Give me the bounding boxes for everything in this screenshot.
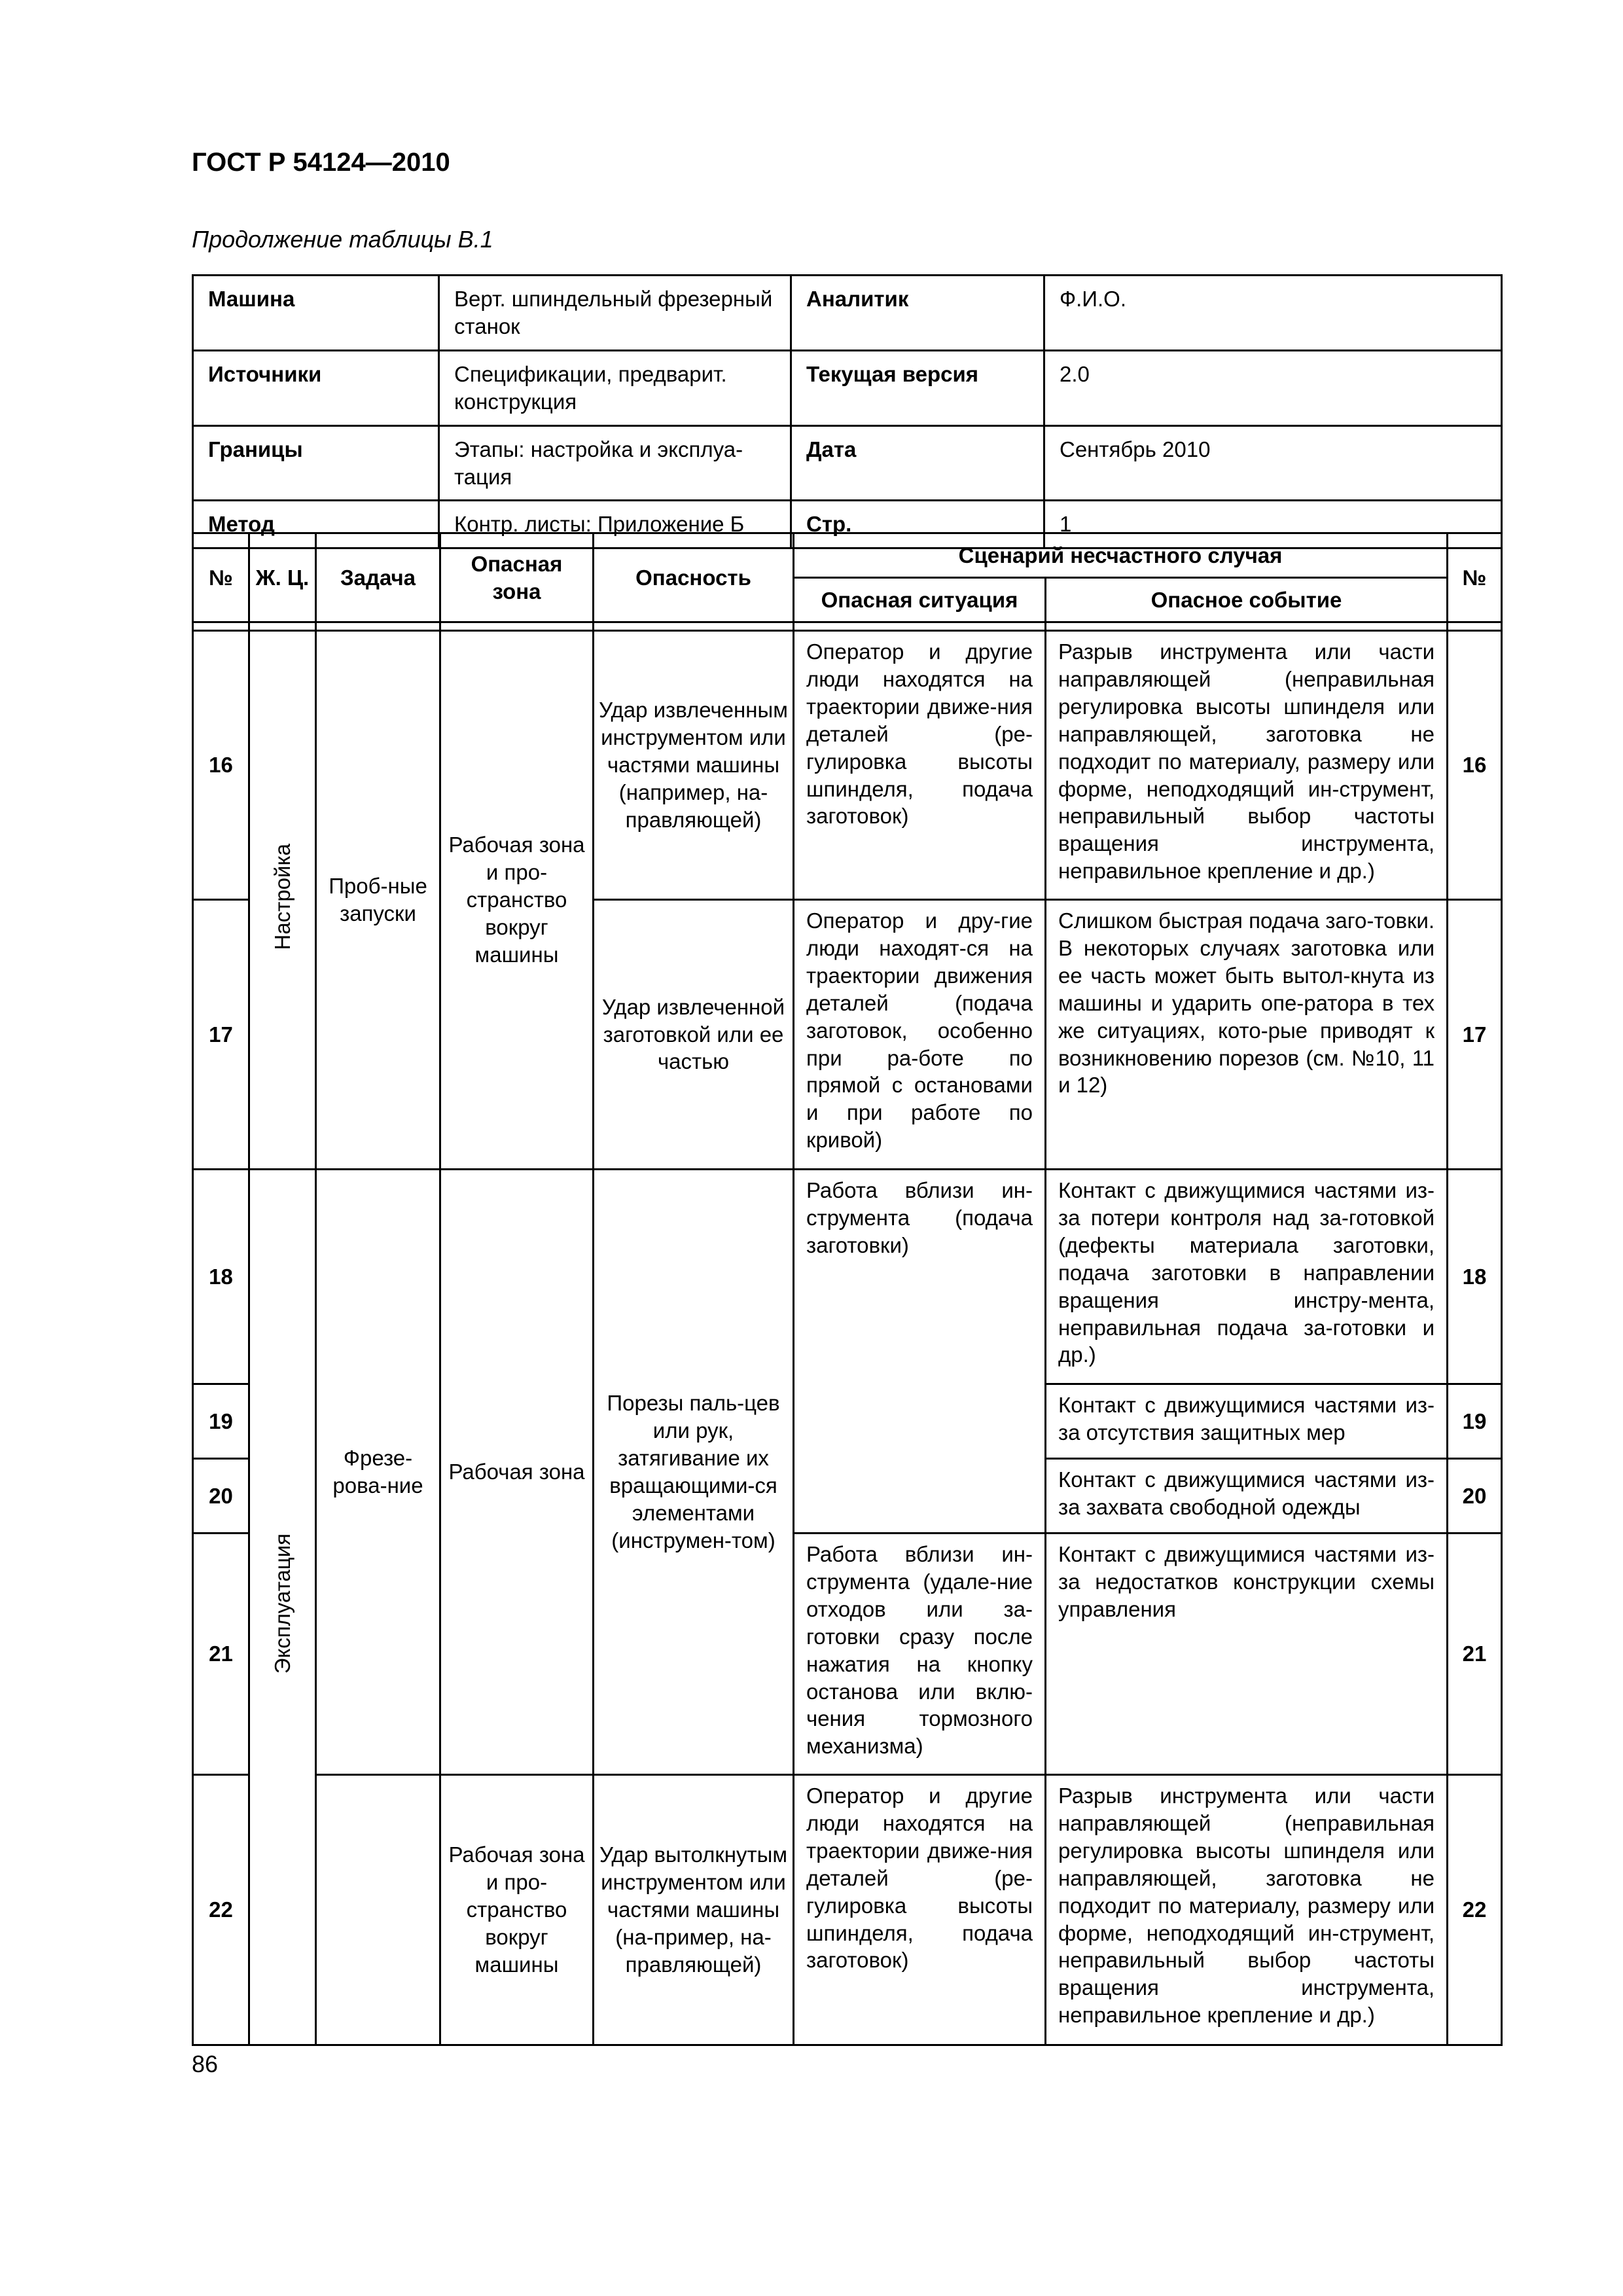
row-18-no-right: 18 — [1448, 1170, 1502, 1384]
row-22-task-empty — [316, 1775, 440, 2045]
col-header-task: Задача — [316, 533, 440, 622]
sources-value: Спецификации, предварит. конструкция — [439, 350, 791, 425]
col-header-zone: Опасная зона — [440, 533, 594, 622]
row-17-no-right: 17 — [1448, 900, 1502, 1170]
row-21-no: 21 — [193, 1534, 249, 1775]
row-20-no-right: 20 — [1448, 1459, 1502, 1534]
row-22-hazard: Удар вытолкнутым инструментом или частями машины (на-пример, на-правляющей) — [594, 1775, 794, 2045]
version-label: Текущая версия — [791, 350, 1044, 425]
zone-work: Рабочая зона — [440, 1170, 594, 1775]
task-milling: Фрезе-рова-ние — [316, 1170, 440, 1775]
row-16-no-right: 16 — [1448, 631, 1502, 900]
machine-label: Машина — [193, 276, 439, 351]
row-16-no: 16 — [193, 631, 249, 900]
row-18-no: 18 — [193, 1170, 249, 1384]
row-17-no: 17 — [193, 900, 249, 1170]
row-19-event: Контакт с движущимися частями из-за отсутствия защитных мер — [1046, 1384, 1448, 1459]
row-21-event: Контакт с движущимися частями из-за недостатков конструкции схемы управления — [1046, 1534, 1448, 1775]
hazard-cuts: Порезы паль-цев или рук, затягивание их вращающими-ся элементами (инструмен-том) — [594, 1170, 794, 1775]
table-caption: Продолжение таблицы В.1 — [192, 226, 493, 253]
col-header-no: № — [193, 533, 249, 622]
col-header-lifecycle: Ж. Ц. — [249, 533, 316, 622]
row-22-event: Разрыв инструмента или части направляющей (неправильная регулировка высоты шпинделя или направляющей, заготовка не подходит по материалу, размеру или форме, неподходящий ин-струмент, неправильный выбор частоты вращения инструмента, неправильное крепление и др.) — [1046, 1775, 1448, 2045]
row-22-no-right: 22 — [1448, 1775, 1502, 2045]
stage-operation — [249, 1170, 316, 2045]
row-20-no: 20 — [193, 1459, 249, 1534]
date-label: Дата — [791, 425, 1044, 501]
row-22-zone: Рабочая зона и про-странство вокруг машины — [440, 1775, 594, 2045]
row-16-situation: Оператор и другие люди находятся на траектории движе-ния деталей (ре-гулировка высоты шпинделя, подача заготовок) — [794, 631, 1046, 900]
page-number: 86 — [192, 2051, 219, 2077]
stage-setup — [249, 631, 316, 1170]
row-22-no: 22 — [193, 1775, 249, 2045]
method-label: Метод — [193, 501, 439, 548]
col-header-situation: Опасная ситуация — [794, 578, 1046, 622]
version-value: 2.0 — [1044, 350, 1502, 425]
page-label: Стр. — [791, 501, 1044, 548]
row-17-situation: Оператор и дру-гие люди находят-ся на траектории движения деталей (подача заготовок, особенно при ра-боте по прямой с остановами и при работе по кривой) — [794, 900, 1046, 1170]
machine-value: Верт. шпиндельный фрезерный станок — [439, 276, 791, 351]
sources-label: Источники — [193, 350, 439, 425]
row-16-hazard: Удар извлеченным инструментом или частями машины (например, на-правляющей) — [594, 631, 794, 900]
stage-setup-label: Настройка — [270, 843, 294, 950]
row-17-hazard: Удар извлеченной заготовкой или ее частью — [594, 900, 794, 1170]
limits-label: Границы — [193, 425, 439, 501]
row-16-event: Разрыв инструмента или части направляющей (неправильная регулировка высоты шпинделя или направляющей, заготовка не подходит по материалу, размеру или форме, неподходящий ин-струмент, неправильный выбор частоты вращения инструмента, неправильное крепление и др.) — [1046, 631, 1448, 900]
analyst-label: Аналитик — [791, 276, 1044, 351]
row-20-event: Контакт с движущимися частями из-за захвата свободной одежды — [1046, 1459, 1448, 1534]
row-21-no-right: 21 — [1448, 1534, 1502, 1775]
row-22-situation: Оператор и другие люди находятся на траектории движе-ния деталей (ре-гулировка высоты шпинделя, подача заготовок) — [794, 1775, 1046, 2045]
col-header-no-right: № — [1448, 533, 1502, 622]
row-18-event: Контакт с движущимися частями из-за потери контроля над за-готовкой (дефекты материала заготовки, подача заготовки в направлении вращения инстру-мента, неправильная подача за-готовки и др.) — [1046, 1170, 1448, 1384]
document-id: ГОСТ Р 54124—2010 — [192, 148, 450, 177]
row-19-no: 19 — [193, 1384, 249, 1459]
col-header-scenario: Сценарий несчастного случая — [794, 533, 1448, 578]
page-value: 1 — [1044, 501, 1502, 548]
row-21-situation: Работа вблизи ин-струмента (удале-ние отходов или за-готовки сразу после нажатия на кнопку останова или вклю-чения тормозного механизма) — [794, 1534, 1046, 1775]
date-value: Сентябрь 2010 — [1044, 425, 1502, 501]
col-header-hazard: Опасность — [594, 533, 794, 622]
limits-value: Этапы: настройка и эксплуа-тация — [439, 425, 791, 501]
row-17-event: Слишком быстрая подача заго-товки. В некоторых случаях заготовка или ее часть может быть вытол-кнута из машины и ударить опе-ратора в тех же ситуациях, кото-рые приводят к возникновению порезов (см. №10, 11 и 12) — [1046, 900, 1448, 1170]
row-19-no-right: 19 — [1448, 1384, 1502, 1459]
situation-near-tool-feed: Работа вблизи ин-струмента (подача заготовки) — [794, 1170, 1046, 1534]
info-table — [192, 274, 1503, 549]
hazard-table — [192, 532, 1503, 2046]
task-test-runs: Проб-ные запуски — [316, 631, 440, 1170]
method-value: Контр. листы: Приложение Б — [439, 501, 791, 548]
zone-work-and-around: Рабочая зона и про-странство вокруг машины — [440, 631, 594, 1170]
col-header-event: Опасное событие — [1046, 578, 1448, 622]
stage-operation-label: Эксплуатация — [270, 1534, 294, 1674]
analyst-value: Ф.И.О. — [1044, 276, 1502, 351]
